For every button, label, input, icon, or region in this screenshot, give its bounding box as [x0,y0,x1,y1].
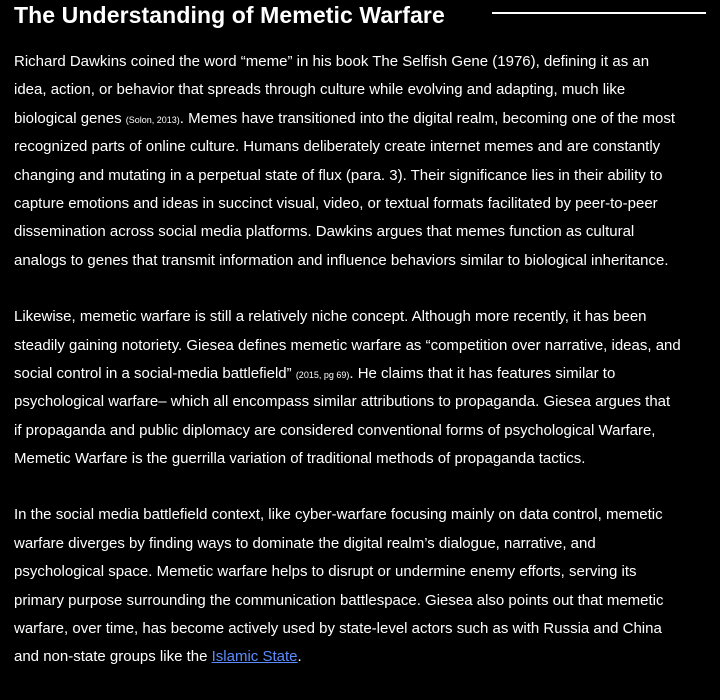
text-line: Memetic Warfare is the guerrilla variation of traditional methods of propaganda tactics. [14,450,586,468]
text-line: warfare, over time, has become actively used by state-level actors such as with Russia and China [14,620,662,638]
text-line: steadily gaining notoriety. Giesea defines memetic warfare as “competition over narrative, ideas, and [14,336,681,354]
text-line: psychological warfare– which all encompass similar attributions to propaganda. Giesea argues that [14,393,671,411]
text-line: Richard Dawkins coined the word “meme” in his book The Selfish Gene (1976), defining it as an [14,53,650,70]
text-line: In the social media battlefield context, like cyber-warfare focusing mainly on data control, memetic [14,506,663,524]
text-segment: and non-state groups like the [14,648,212,666]
text-segment: . He claims that it has features similar to [349,364,616,382]
article-body [14,48,720,700]
text-line: changing and mutating in a perpetual state of flux (para. 3). Their significance lies in their ability to [14,166,663,184]
text-segment: biological genes [14,109,126,127]
text-line: recognized parts of online culture. Humans deliberately create internet memes and are constantly [14,138,661,156]
paragraph-battlefield [14,501,720,671]
page-header [14,0,720,30]
text-line: capture emotions and ideas in succinct visual, video, or textual formats facilitated by peer-to-peer [14,194,658,212]
text-line: idea, action, or behavior that spreads through culture while evolving and adapting, much like [14,81,626,99]
islamic-state-link[interactable]: Islamic State [211,648,298,666]
paragraph-memes [14,48,720,275]
text-line [14,105,720,133]
page-title: The Understanding of Memetic Warfare [14,2,445,28]
citation: (Solon, 2013) [125,114,180,125]
text-line: Likewise, memetic warfare is still a relatively niche concept. Although more recently, it has been [14,308,647,326]
text-segment: . [297,648,302,666]
text-line: psychological space. Memetic warfare helps to disrupt or undermine enemy efforts, serving its [14,563,637,581]
citation: (2015, pg 69) [295,369,350,380]
text-line: analogs to genes that transmit information and influence behaviors similar to biological inheritance. [14,251,669,269]
text-segment: . Memes have transitioned into the digital realm, becoming one of the most [179,109,676,127]
text-line: primary purpose surrounding the communication battlespace. Giesea also points out that memetic [14,591,664,609]
title-divider [492,12,706,14]
text-line [14,360,720,388]
paragraph-memetic-warfare [14,303,720,473]
text-line: if propaganda and public diplomacy are considered conventional forms of psychological Warfare, [14,421,656,439]
text-line: warfare diverges by finding ways to dominate the digital realm’s dialogue, narrative, and [14,534,596,552]
text-line: dissemination across social media platforms. Dawkins argues that memes function as cultural [14,223,635,241]
text-segment: social control in a social-media battlefield” [14,364,296,382]
